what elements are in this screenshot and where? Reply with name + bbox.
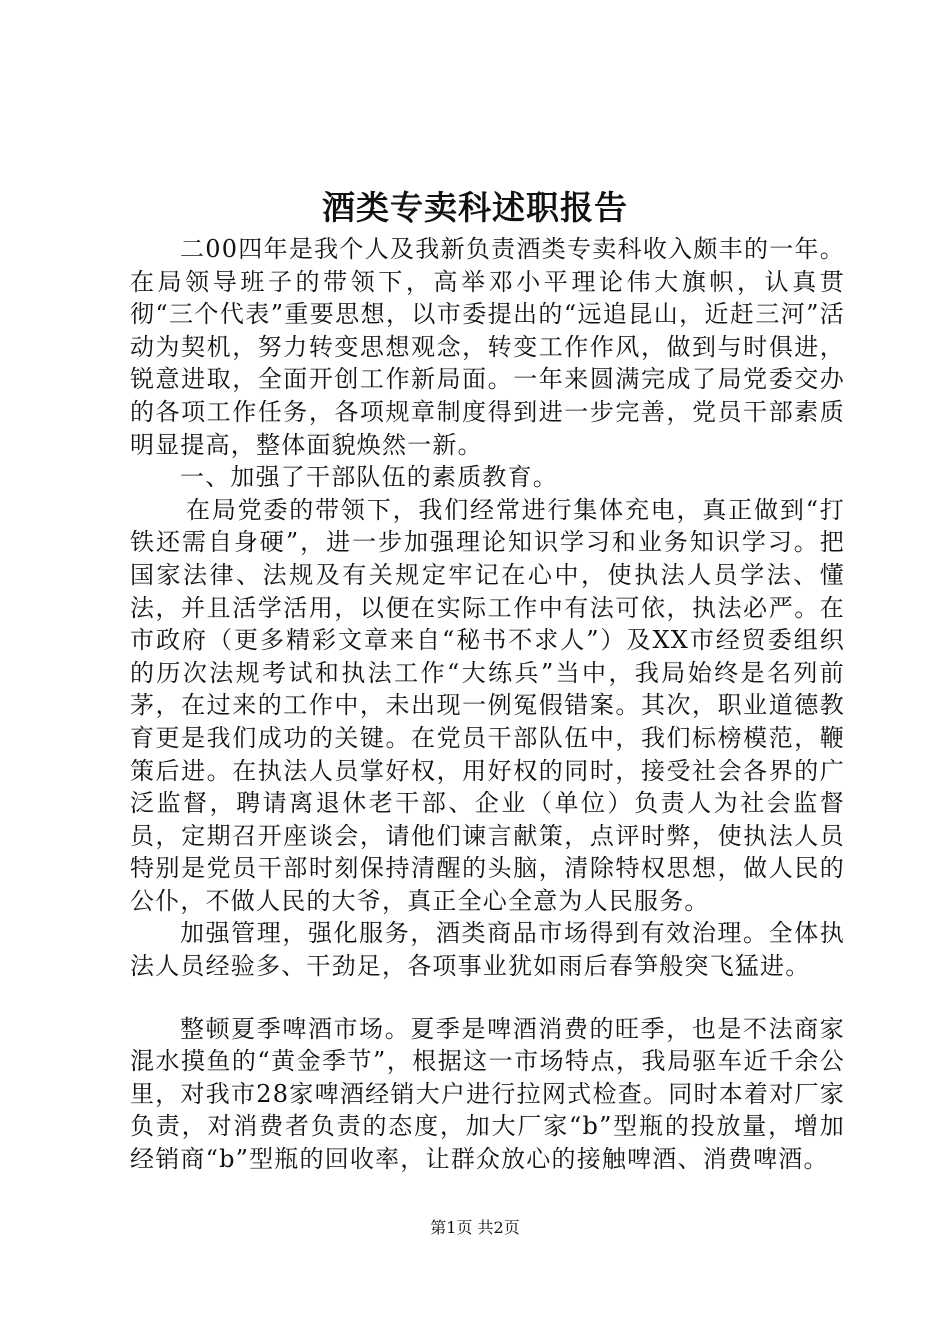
paragraph-education: 在局党委的带领下，我们经常进行集体充电，真正做到“打铁还需自身硬”，进一步加强理论知识学习和业务知识学习。把国家法律、法规及有关规定牢记在心中，使执法人员学法、懂法，并且活学活用，以便在实际工作中有法可依，执法必严。在市政府（更多精彩文章来自“秘书不求人”）及XX市经贸委组织的历次法规考试和执法工作“大练兵”当中，我局始终是名列前茅，在过来的工作中，未出现一例冤假错案。其次，职业道德教育更是我们成功的关键。在党员干部队伍中，我们标榜模范，鞭策后进。在执法人员掌好权，用好权的同时，接受社会各界的广泛监督，聘请离退休老干部、企业（单位）负责人为社会监督员，定期召开座谈会，请他们谏言献策，点评时弊，使执法人员特别是党员干部时刻保持清醒的头脑，清除特权思想，做人民的公仆，不做人民的大爷，真正全心全意为人民服务。 bbox=[130, 495, 845, 915]
document-body bbox=[130, 233, 845, 1176]
document-title: 酒类专卖科述职报告 bbox=[322, 188, 628, 227]
section-heading-1: 一、加强了干部队伍的素质教育。 bbox=[180, 463, 558, 492]
paragraph-beer-market: 整顿夏季啤酒市场。夏季是啤酒消费的旺季，也是不法商家混水摸鱼的“黄金季节”，根据这一市场特点，我局驱车近千余公里，对我市28家啤酒经销大户进行拉网式检查。同时本着对厂家负责，对消费者负责的态度，加大厂家“b”型瓶的投放量，增加经销商“b”型瓶的回收率，让群众放心的接触啤酒、消费啤酒。 bbox=[130, 1014, 845, 1174]
paragraph-management: 加强管理，强化服务，酒类商品市场得到有效治理。全体执法人员经验多、干劲足，各项事业犹如雨后春笋般突飞猛进。 bbox=[130, 919, 845, 981]
page-footer: 第1页 共2页 bbox=[430, 1218, 520, 1237]
paragraph-spacer bbox=[130, 983, 845, 1013]
paragraph-intro: 二00四年是我个人及我新负责酒类专卖科收入颇丰的一年。在局领导班子的带领下，高举邓小平理论伟大旗帜，认真贯彻“三个代表”重要思想，以市委提出的“远追昆山，近赶三河”活动为契机，努力转变思想观念，转变工作作风，做到与时俱进，锐意进取，全面开创工作新局面。一年来圆满完成了局党委交办的各项工作任务，各项规章制度得到进一步完善，党员干部素质明显提高，整体面貌焕然一新。 bbox=[130, 235, 845, 459]
